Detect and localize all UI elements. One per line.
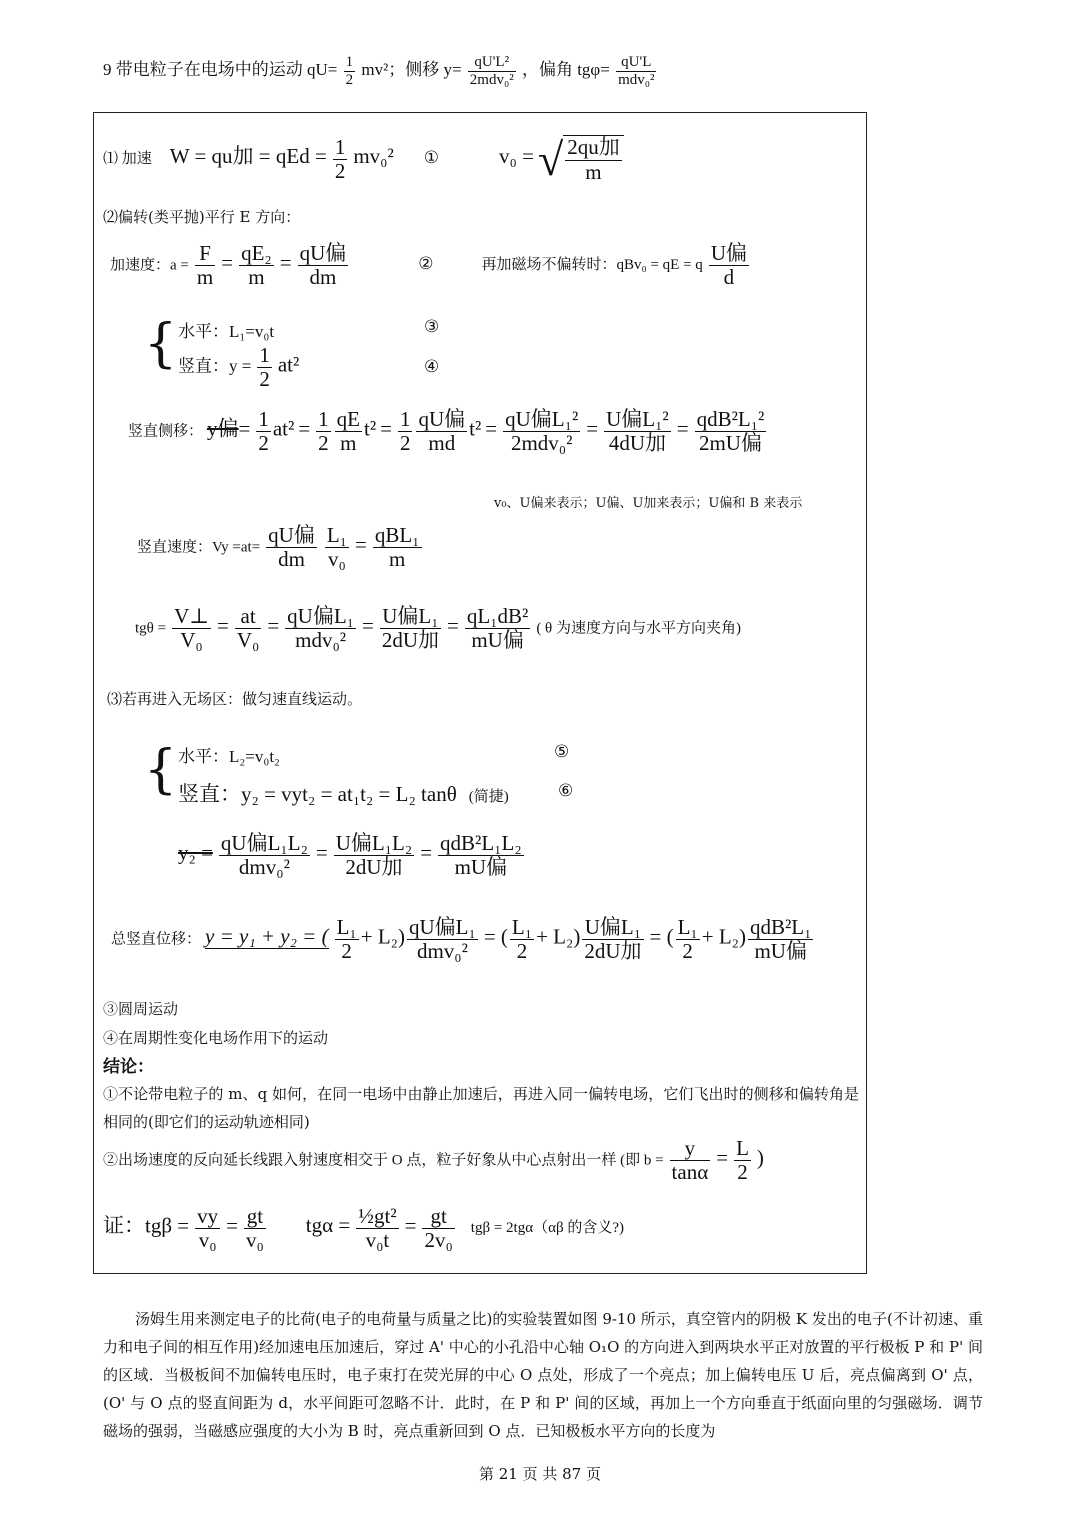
accel-label: ⑴ 加速 — [103, 151, 152, 168]
fraction: $\frac{\text{U偏}}{d}$ — [710, 241, 747, 290]
fraction: $\frac{\text{qU偏L₁L₂}}{\text{dmv₀²}}$ — [220, 831, 308, 880]
fraction: $\frac{F}{m}$ — [196, 241, 214, 290]
total-row: 总竖直位移： y = y₁ + y₂ = ( $\frac{\text{L₁}}{2}$ + L₂) $\frac{\text{qU偏L₁}}{\text{dmv₀²}}$ = ( $\frac{\text{L₁}}{2}$ + L₂) $\frac{\text{U偏L₁}}{\text{2dU加}}$ = ( $\frac{\text{L₁}}{2}$ + L₂) $\frac{\text{qdB²L₁}}{\text{mU偏}}$ — [111, 915, 812, 964]
vertical-eq: 竖直：y = $\frac{1}{2}$ at² — [178, 343, 300, 392]
velocity-row: 竖直速度：Vy =at= $\frac{\text{qU偏}}{dm}$ $\frac{\text{L₁}}{\text{v₀}}$ = $\frac{\text{qBL₁}}{m}$ — [137, 523, 420, 572]
accel-tail: mv₀² — [353, 144, 394, 169]
fraction: $\frac{\text{qU偏L₁}}{\text{dmv₀²}}$ — [409, 915, 476, 964]
fraction: $\frac{\text{L₁}}{2}$ — [677, 915, 698, 964]
eq-mark: ⑤ — [554, 742, 570, 762]
fraction: $\frac{\text{qU偏}}{md}$ — [418, 407, 466, 456]
proof-label: 证：tgβ = — [103, 1213, 190, 1238]
fraction: $\frac{qE}{m}$ — [336, 407, 360, 456]
fraction: $\frac{\text{qU偏}}{dm}$ — [268, 523, 315, 572]
nofield-label: ⑶若再进入无场区：做匀速直线运动。 — [107, 690, 363, 708]
fraction: $\frac{gt}{\text{v₀}}$ — [245, 1204, 264, 1253]
fraction: $\frac{at}{\text{V₀}}$ — [236, 604, 260, 653]
fraction: $\frac{\text{qE₂}}{m}$ — [241, 241, 272, 290]
tan-note: ( θ 为速度方向与水平方向夹角) — [536, 620, 741, 637]
fraction: $\frac{1}{2}$ — [334, 134, 346, 183]
vertical-eq: 竖直：y₂ = vyt₂ = at₁t₂ = L₂ tanθ (简捷) — [178, 782, 509, 806]
accel-eq: W = qu加 = qEd = — [169, 144, 327, 169]
fraction: $\frac{\text{qdB²L₁}}{\text{mU偏}}$ — [750, 915, 812, 964]
tan-row: tgθ = $\frac{V\perp}{\text{V₀}}$ = $\frac{at}{\text{V₀}}$ = $\frac{\text{qU偏L₁}}{\text{mdv₀²}}$ = $\frac{\text{U偏L₁}}{\text{2dU加}}$ = $\frac{\text{qL₁dB²}}{\text{mU偏}}$ ( θ 为速度方向与水平方向夹角) — [135, 604, 741, 653]
horizontal-eq: 水平：L₁=v₀t — [178, 322, 275, 341]
side-label: 竖直侧移： — [128, 423, 204, 440]
page-number: 第 21 页 共 87 页 — [478, 1465, 601, 1483]
side-row: 竖直侧移： y偏= $\frac{1}{2}$ at² = $\frac{1}{2}$ $\frac{qE}{m}$ t² = $\frac{1}{2}$ $\frac{\text{qU偏}}{md}$ t² = $\frac{\text{qU偏L₁²}}{\text{2mdv₀²}}$ = $\frac{\text{U偏L₁²}}{\text{4dU加}}$ = $\frac{\text{qdB²L₁²}}{\text{2mU偏}}$ — [128, 407, 765, 456]
fraction: $\frac{1}{2}$ — [399, 407, 411, 456]
fraction: $\frac{\text{qdB²L₁L₂}}{\text{mU偏}}$ — [440, 831, 522, 880]
eq-mark: ③ — [424, 317, 440, 337]
y2-label: y₂ = — [178, 840, 213, 865]
brace: { — [144, 740, 178, 800]
fraction: $\frac{\text{L₁}}{2}$ — [336, 915, 357, 964]
fraction: $\frac{\text{qL₁dB²}}{\text{mU偏}}$ — [466, 604, 529, 653]
fraction: $\frac{\text{L₁}}{2}$ — [511, 915, 533, 964]
fraction: $\frac{1}{2}$ — [258, 407, 269, 456]
formula-text: ，偏角 tgφ= — [521, 59, 610, 79]
fraction: $\frac{\text{qU偏}}{dm}$ — [299, 241, 347, 290]
fraction: $\frac{\text{2qu加}}{m}$ — [567, 135, 620, 184]
side-y: y偏 — [207, 416, 239, 441]
fraction: $\frac{V\perp}{\text{V₀}}$ — [174, 604, 209, 653]
heading-title: 9 带电粒子在电场中的运动 — [103, 59, 303, 79]
eq-mark: ④ — [424, 357, 440, 377]
fraction: $\frac{\text{U偏L₁}}{\text{2dU加}}$ — [584, 915, 642, 964]
fraction: $\frac{1}{2}$ — [318, 407, 329, 456]
deflect-label: ⑵偏转(类平抛)平行 E 方向： — [103, 208, 301, 226]
fraction: $\frac{\text{U偏L₁L₂}}{\text{2dU加}}$ — [335, 831, 413, 880]
sqrt: √ $\frac{\text{2qu加}}{m}$ — [538, 133, 624, 186]
fraction: $\frac{qU'L}{\text{mdv₀²}}$ — [618, 54, 655, 88]
fraction: $\frac{gt}{\text{2v₀}}$ — [424, 1204, 453, 1253]
fraction: $\frac{L}{2}$ — [736, 1136, 749, 1185]
velocity-label: 竖直速度：Vy =at= — [137, 539, 261, 556]
section-heading — [103, 54, 658, 88]
eq-mark: ① — [423, 148, 440, 168]
accel-row — [103, 133, 624, 186]
fraction: $\frac{\text{qdB²L₁²}}{\text{2mU偏}}$ — [696, 407, 765, 456]
fraction: $\frac{\text{U偏L₁²}}{\text{4dU加}}$ — [606, 407, 669, 456]
conclusion-1: ①不论带电粒子的 m、q 如何，在同一电场中由静止加速后，再进入同一偏转电场，它们飞出时的侧移和偏转角是相同的(即它们的运动轨迹相同) — [103, 1085, 859, 1131]
y2-row: y₂ = $\frac{\text{qU偏L₁L₂}}{\text{dmv₀²}}$ = $\frac{\text{U偏L₁L₂}}{\text{2dU加}}$ = $\frac{\text{qdB²L₁L₂}}{\text{mU偏}}$ — [178, 831, 522, 880]
conclusion-title: 结论： — [103, 1057, 154, 1077]
formula-text: qU= — [307, 59, 338, 79]
fraction: $\frac{1}{2}$ — [345, 54, 354, 88]
fraction: $\frac{\text{qBL₁}}{m}$ — [374, 523, 420, 572]
body-paragraph: 汤姆生用来测定电子的比荷(电子的电荷量与质量之比)的实验装置如图 9-10 所示，真空管内的阴极 K 发出的电子(不计初速、重力和电子间的相互作用)经加速电压加速后，穿过 A' 中心的小孔沿中心轴 O₁O 的方向进入到两块水平正对放置的平行极板 P 和 P' 间的区域．当极板间不加偏转电压时，电子束打在荧光屏的中心 O 点处，形成了一个亮点；加上偏转电压 U 后，亮点偏离到 O' 点，(O' 与 O 点的竖直间距为 d，水平间距可忽略不计．此时，在 P 和 P' 间的区域，再加上一个方向垂直于纸面向里的匀强磁场．调节磁场的强弱，当磁感应强度的大小为 B 时，亮点重新回到 O 点．已知极板水平方向的长度为 — [103, 1310, 983, 1440]
fraction: $\frac{1}{2}$ — [259, 343, 270, 392]
tan-label: tgθ = — [135, 620, 167, 637]
fraction: $\frac{y}{\tan\alpha}$ — [671, 1136, 709, 1185]
proof-row: 证：tgβ = $\frac{vy}{\text{v₀}}$ = $\frac{gt}{\text{v₀}}$ tgα = $\frac{\text{½gt²}}{\text{v₀t}}$ = $\frac{gt}{\text{2v₀}}$ tgβ = 2tgα（αβ 的含义?) — [103, 1204, 624, 1253]
formula-text: mv²；侧移 y= — [361, 59, 462, 79]
fraction: $\frac{\text{L₁}}{\text{v₀}}$ — [326, 523, 347, 572]
total-label: 总竖直位移： — [111, 931, 202, 948]
acc-row: 加速度：a = $\frac{F}{m}$ = $\frac{\text{qE₂}}{m}$ = $\frac{\text{qU偏}}{dm}$ ② 再加磁场不偏转时：qBv₀ = qE = q $\frac{\text{U偏}}{d}$ — [110, 241, 747, 290]
fraction: $\frac{\text{qU偏L₁²}}{\text{2mdv₀²}}$ — [505, 407, 579, 456]
conclusion-2: ②出场速度的反向延长线跟入射速度相交于 O 点，粒子好象从中心点射出一样 (即 b = $\frac{y}{\tan\alpha}$ = $\frac{L}{2}$ ) — [103, 1136, 764, 1185]
v0-label: v₀ = — [499, 144, 534, 169]
item-circular: ③圆周运动 — [103, 1000, 179, 1018]
fraction: $\frac{\text{½gt²}}{\text{v₀t}}$ — [358, 1204, 397, 1253]
eq-mark: ② — [418, 254, 434, 274]
horizontal-eq: 水平：L₂=v₀t₂ — [178, 747, 280, 766]
fraction: $\frac{\text{qU偏L₁}}{\text{mdv₀²}}$ — [287, 604, 354, 653]
acc-label: 加速度：a = — [110, 257, 189, 274]
brace: { — [144, 314, 178, 374]
fraction: $\frac{\text{qU'L²}}{\text{2mdv₀²}}$ — [469, 54, 514, 88]
side-note: v₀、U偏来表示；U偏、U加来表示；U偏和 B 来表示 — [494, 496, 803, 511]
mag-label: 再加磁场不偏转时：qBv₀ = qE = q — [481, 257, 703, 274]
fraction: $\frac{vy}{\text{v₀}}$ — [197, 1204, 219, 1253]
eq-mark: ⑥ — [558, 781, 574, 801]
item-periodic: ④在周期性变化电场作用下的运动 — [103, 1029, 329, 1047]
fraction: $\frac{\text{U偏L₁}}{\text{2dU加}}$ — [381, 604, 440, 653]
